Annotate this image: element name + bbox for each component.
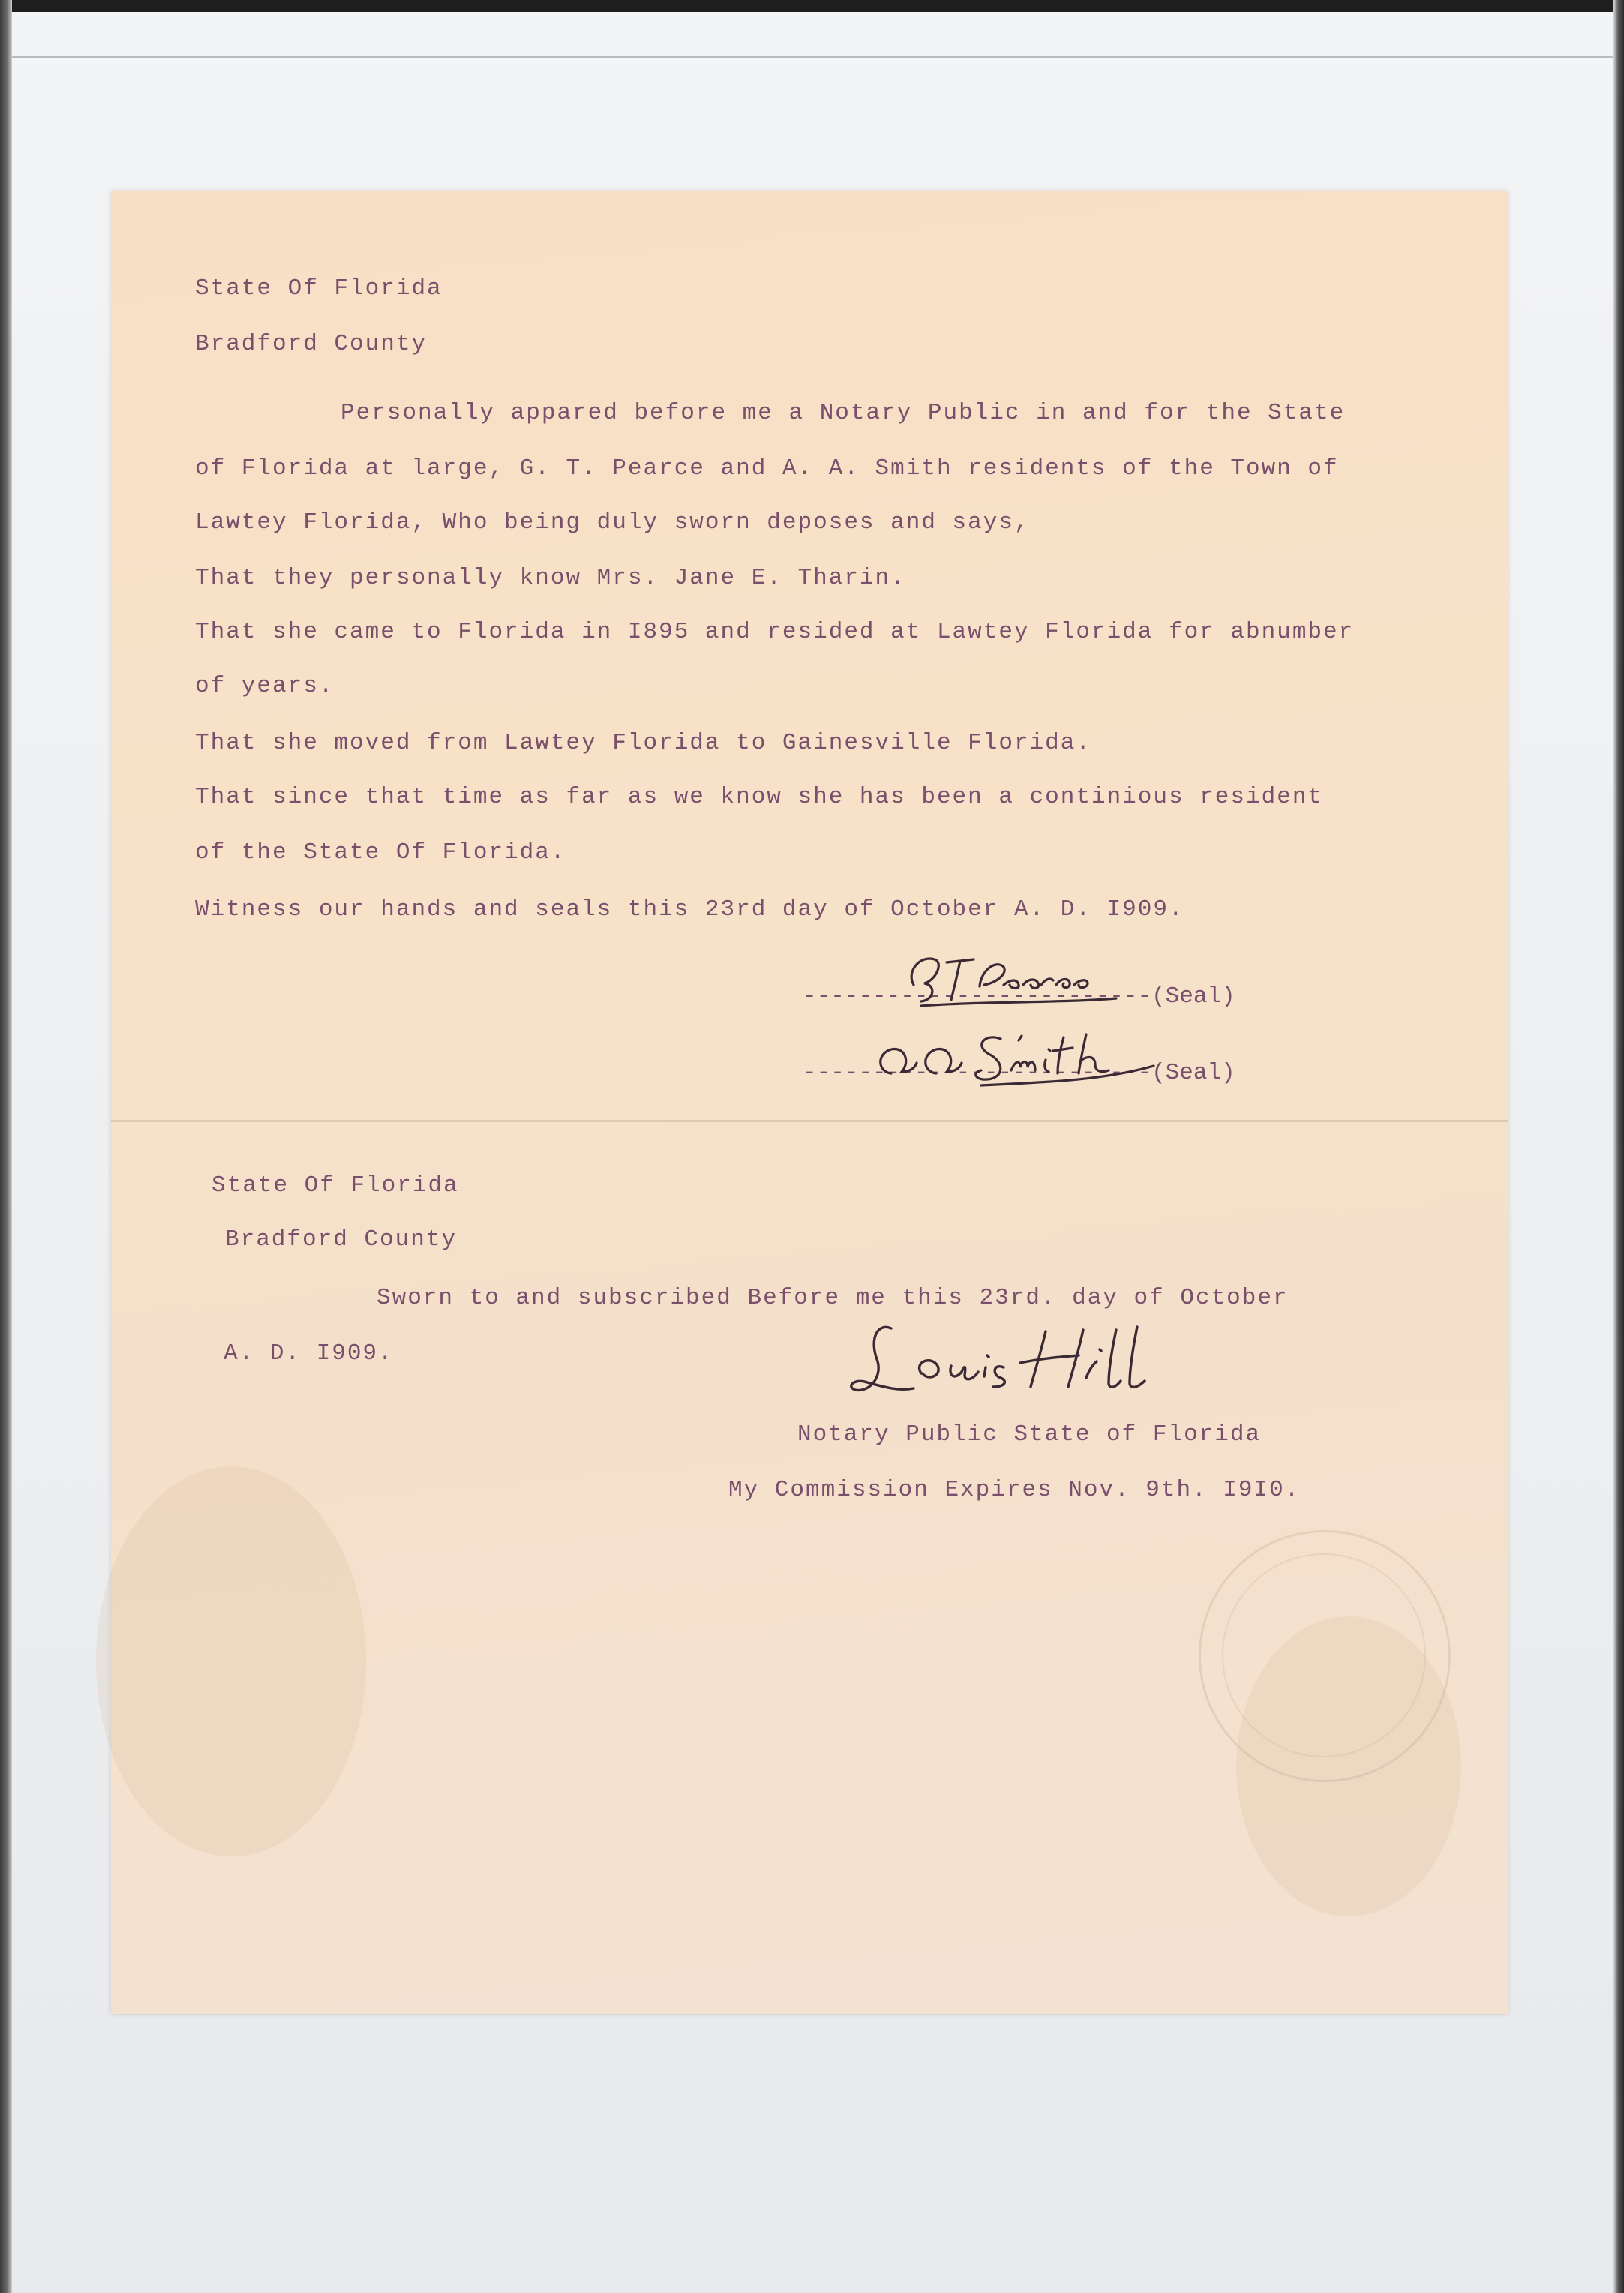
- affidavit-know-line: That they personally know Mrs. Jane E. Tharin.: [195, 565, 906, 591]
- affidavit-moved-line: That she moved from Lawtey Florida to Gainesville Florida.: [195, 730, 1091, 756]
- notary-seal-inner-ring: [1222, 1553, 1426, 1757]
- signature-louis-hill: [839, 1309, 1229, 1406]
- affidavit-came-line2: of years.: [195, 673, 335, 699]
- scanner-top-edge: [0, 0, 1624, 12]
- affidavit-para1-line3: Lawtey Florida, Who being duly sworn deposes and says,: [195, 509, 1030, 536]
- jurat-county: Bradford County: [225, 1226, 458, 1253]
- scanner-right-edge: [1613, 0, 1624, 2293]
- notary-embossed-seal: [1199, 1530, 1451, 1782]
- jurat-sworn-line: Sworn to and subscribed Before me this 23rd. day of October: [377, 1285, 1289, 1311]
- signature-pearce: [891, 941, 1161, 1009]
- notary-commission: My Commission Expires Nov. 9th. I9I0.: [728, 1477, 1301, 1503]
- notary-title: Notary Public State of Florida: [797, 1421, 1262, 1448]
- affidavit-county: Bradford County: [195, 331, 428, 357]
- affidavit-resident-line1: That since that time as far as we know she has been a continious resident: [195, 784, 1324, 810]
- scanner-guide-line: [12, 56, 1613, 58]
- signature-line-pearce: -------------------------(Seal): [803, 983, 1235, 1010]
- signature-line-smith: -------------------------(Seal): [803, 1060, 1235, 1086]
- paper-stain: [96, 1466, 366, 1856]
- affidavit-state: State Of Florida: [195, 275, 443, 302]
- signature-smith: [861, 1018, 1176, 1093]
- affidavit-witness-line: Witness our hands and seals this 23rd day of October A. D. I909.: [195, 896, 1184, 923]
- affidavit-document: [111, 191, 1508, 2014]
- affidavit-para1-line2: of Florida at large, G. T. Pearce and A. A. Smith residents of the Town of: [195, 455, 1339, 482]
- scanner-left-edge: [0, 0, 12, 2293]
- jurat-state: State Of Florida: [212, 1172, 459, 1199]
- affidavit-para1-line1: Personally appared before me a Notary Public in and for the State: [341, 400, 1346, 426]
- paper-fold-crease: [111, 1120, 1508, 1122]
- affidavit-resident-line2: of the State Of Florida.: [195, 839, 566, 866]
- jurat-date-line: A. D. I909.: [224, 1340, 394, 1367]
- affidavit-came-line1: That she came to Florida in I895 and resided at Lawtey Florida for abnumber: [195, 619, 1355, 645]
